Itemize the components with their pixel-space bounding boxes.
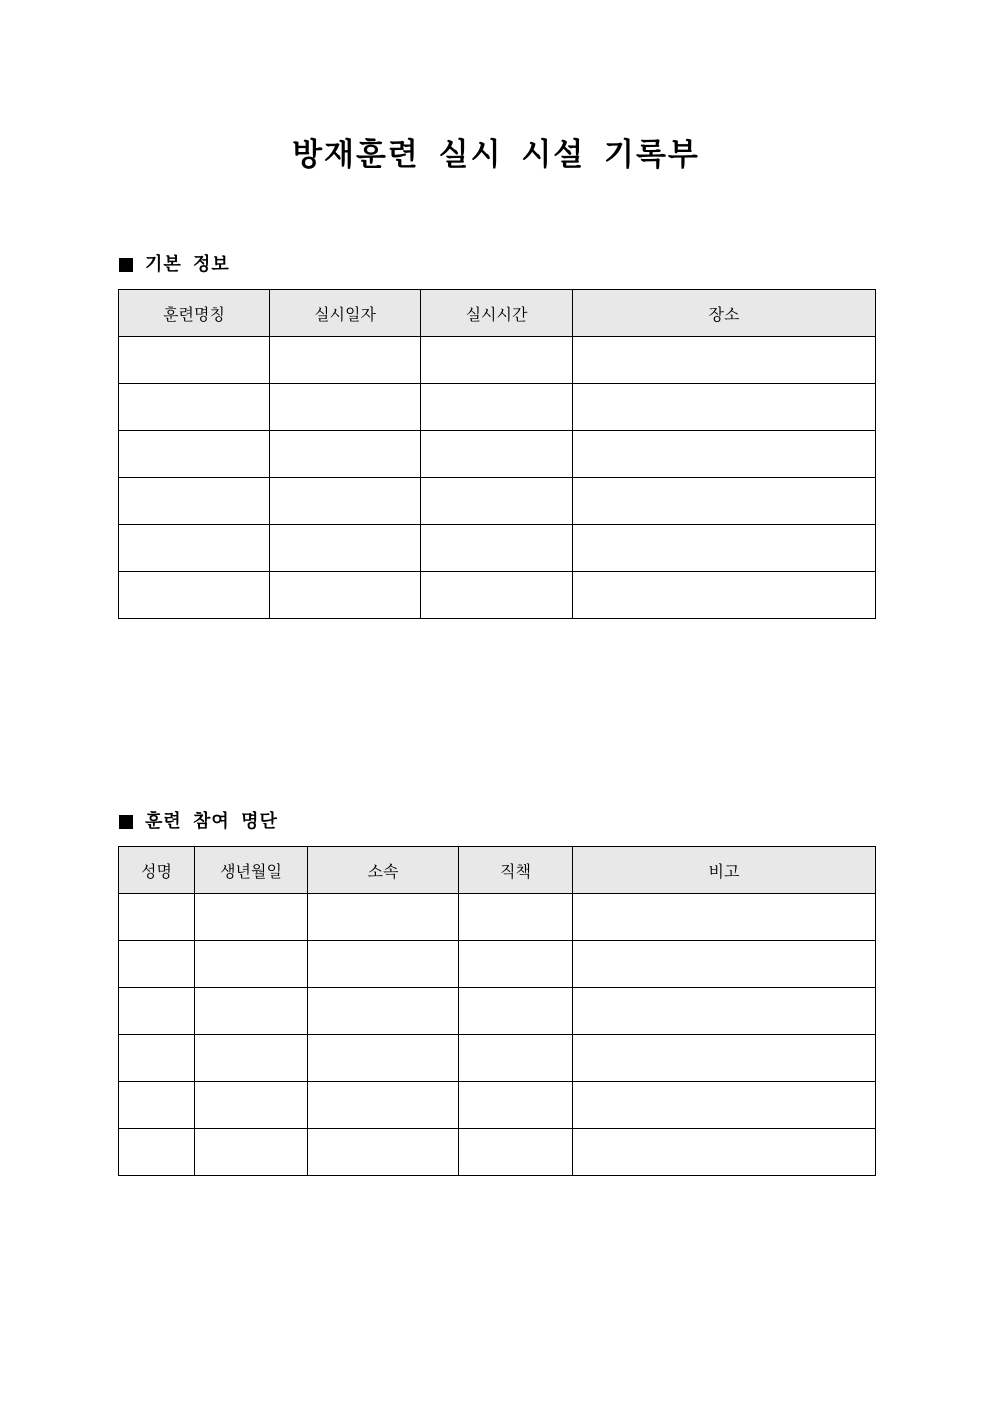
table-cell[interactable]: [270, 572, 421, 619]
table-row: [119, 894, 876, 941]
table-cell[interactable]: [421, 478, 573, 525]
table-cell[interactable]: [195, 941, 308, 988]
table-cell[interactable]: [573, 431, 876, 478]
table-cell[interactable]: [573, 572, 876, 619]
table-cell[interactable]: [459, 894, 573, 941]
table-cell[interactable]: [195, 1082, 308, 1129]
table-row: [119, 1129, 876, 1176]
table-cell[interactable]: [270, 525, 421, 572]
table-cell[interactable]: [270, 431, 421, 478]
table-cell[interactable]: [573, 941, 876, 988]
table-cell[interactable]: [270, 337, 421, 384]
table-cell[interactable]: [308, 1129, 459, 1176]
column-header-training-name: 훈련명칭: [119, 290, 270, 337]
table-cell[interactable]: [308, 894, 459, 941]
table-cell[interactable]: [270, 384, 421, 431]
table-cell[interactable]: [195, 1129, 308, 1176]
column-header-name: 성명: [119, 847, 195, 894]
table-cell[interactable]: [119, 478, 270, 525]
table-cell[interactable]: [459, 988, 573, 1035]
table-cell[interactable]: [119, 1082, 195, 1129]
section-heading-basic-info: [119, 253, 230, 277]
section-heading-label: 훈련 참여 명단: [145, 811, 278, 832]
table-row: [119, 1035, 876, 1082]
table-cell[interactable]: [119, 1129, 195, 1176]
table-cell[interactable]: [119, 1035, 195, 1082]
basic-info-table: [118, 289, 876, 619]
table-cell[interactable]: [421, 431, 573, 478]
table-cell[interactable]: [119, 384, 270, 431]
table-row: [119, 337, 876, 384]
table-cell[interactable]: [119, 572, 270, 619]
table-cell[interactable]: [459, 1082, 573, 1129]
table-row: [119, 384, 876, 431]
table-row: [119, 988, 876, 1035]
black-square-icon: [119, 815, 133, 829]
table-cell[interactable]: [119, 337, 270, 384]
table-cell[interactable]: [573, 988, 876, 1035]
table-cell[interactable]: [459, 941, 573, 988]
table-cell[interactable]: [573, 1035, 876, 1082]
column-header-birthdate: 생년월일: [195, 847, 308, 894]
column-header-affiliation: 소속: [308, 847, 459, 894]
table-header-row: [119, 290, 876, 337]
table-cell[interactable]: [421, 384, 573, 431]
section-heading-participants: [119, 810, 278, 834]
table-cell[interactable]: [421, 572, 573, 619]
table-cell[interactable]: [573, 478, 876, 525]
table-row: [119, 478, 876, 525]
table-cell[interactable]: [459, 1129, 573, 1176]
table-cell[interactable]: [421, 525, 573, 572]
table-cell[interactable]: [195, 1035, 308, 1082]
table-row: [119, 525, 876, 572]
table-cell[interactable]: [308, 1035, 459, 1082]
table-header-row: [119, 847, 876, 894]
table-cell[interactable]: [119, 941, 195, 988]
table-cell[interactable]: [195, 988, 308, 1035]
table-cell[interactable]: [573, 1129, 876, 1176]
table-cell[interactable]: [119, 894, 195, 941]
participants-table: [118, 846, 876, 1176]
table-cell[interactable]: [308, 1082, 459, 1129]
table-cell[interactable]: [270, 478, 421, 525]
table-row: [119, 431, 876, 478]
column-header-location: 장소: [573, 290, 876, 337]
table-cell[interactable]: [459, 1035, 573, 1082]
page-title: 방재훈련 실시 시설 기록부: [292, 137, 700, 173]
table-row: [119, 572, 876, 619]
table-cell[interactable]: [195, 894, 308, 941]
table-cell[interactable]: [573, 894, 876, 941]
table-cell[interactable]: [119, 431, 270, 478]
table-row: [119, 941, 876, 988]
column-header-remarks: 비고: [573, 847, 876, 894]
column-header-date: 실시일자: [270, 290, 421, 337]
table-cell[interactable]: [573, 384, 876, 431]
column-header-position: 직책: [459, 847, 573, 894]
column-header-time: 실시시간: [421, 290, 573, 337]
black-square-icon: [119, 258, 133, 272]
table-cell[interactable]: [573, 525, 876, 572]
table-cell[interactable]: [573, 337, 876, 384]
table-cell[interactable]: [119, 525, 270, 572]
table-row: [119, 1082, 876, 1129]
table-cell[interactable]: [421, 337, 573, 384]
table-cell[interactable]: [119, 988, 195, 1035]
table-cell[interactable]: [308, 941, 459, 988]
table-cell[interactable]: [573, 1082, 876, 1129]
section-heading-label: 기본 정보: [145, 254, 230, 275]
table-cell[interactable]: [308, 988, 459, 1035]
